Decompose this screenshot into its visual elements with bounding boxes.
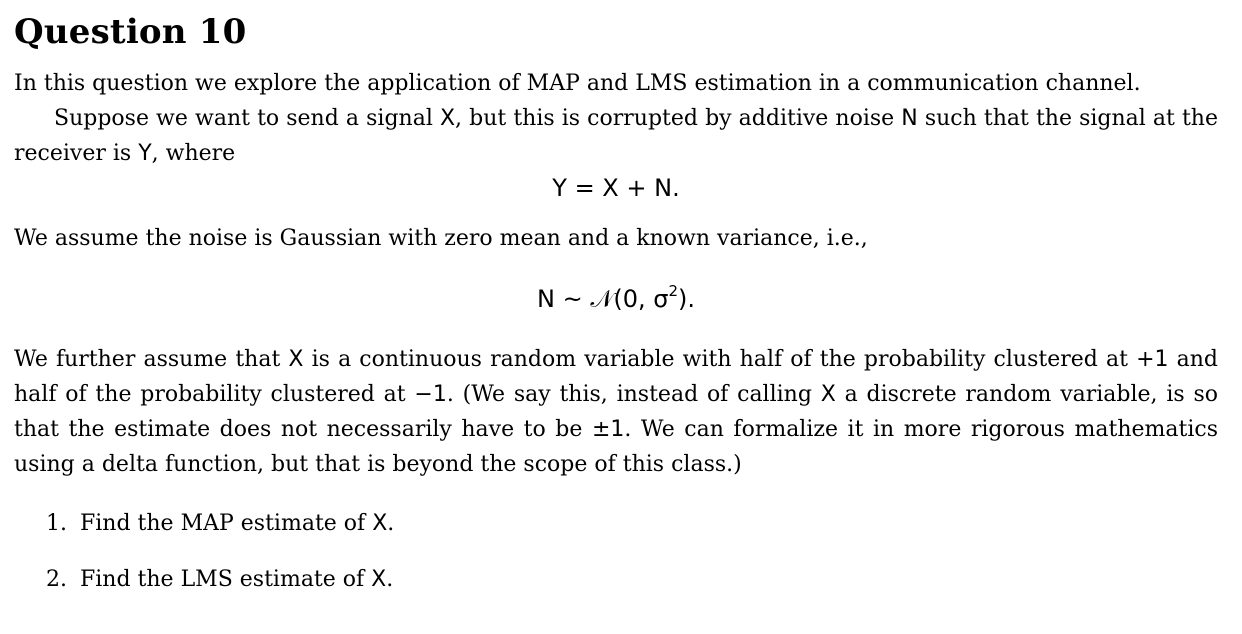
var-x: X (820, 382, 836, 407)
var-x: X (439, 106, 456, 131)
noise-distribution-left: N ~ 𝒩(0, σ (537, 285, 669, 313)
var-x: X (288, 347, 304, 372)
setup-text-1: Suppose we want to send a signal (54, 106, 440, 131)
item-text: Find the MAP estimate of (80, 511, 373, 536)
plus-minus-one: ±1 (591, 417, 625, 442)
item-number: 2. (46, 567, 67, 592)
prior-text-3: and half of the probability clustered at (14, 347, 1218, 407)
prior-text-2: is a continuous random variable with half of the probability clustered at (303, 347, 1137, 372)
list-item (46, 507, 394, 541)
intro-paragraph (14, 66, 1218, 101)
setup-text-3: such that the signal at the receiver is (14, 106, 1219, 166)
var-y: Y (138, 141, 152, 166)
prior-text-6: . We can formalize it in more rigorous mathematics using a delta function, but that is beyond the scope of this class.) (14, 417, 1218, 477)
prior-text-4: . (We say this, instead of calling (446, 382, 821, 407)
setup-text-2: , but this is corrupted by additive noise (455, 106, 902, 131)
setup-paragraph (14, 101, 1218, 171)
noise-assumption-text: We assume the noise is Gaussian with zero mean and a known variance, i.e., (14, 226, 868, 251)
prior-text-5: a discrete random variable, is so that the estimate does not necessarily have to be (14, 382, 1218, 442)
question-list (46, 507, 394, 597)
list-item (46, 563, 394, 597)
item-end: . (387, 511, 395, 536)
var-n: N (901, 106, 918, 131)
setup-text-4: , where (151, 141, 236, 166)
noise-distribution-right: ). (677, 285, 695, 313)
prior-text-1: We further assume that (14, 347, 289, 372)
item-text: Find the LMS estimate of (80, 567, 372, 592)
equation-noise-distribution (14, 282, 1218, 316)
var-x: X (372, 511, 388, 536)
variance-exponent: 2 (668, 282, 678, 300)
item-number: 1. (46, 511, 67, 536)
noise-assumption-paragraph (14, 221, 1218, 256)
prior-assumption-paragraph (14, 342, 1218, 482)
var-x: X (371, 567, 387, 592)
question-title: Question 10 (14, 12, 247, 52)
item-end: . (386, 567, 394, 592)
plus-one: +1 (1136, 347, 1169, 372)
intro-text: In this question we explore the application of MAP and LMS estimation in a communication channel. (14, 71, 1141, 96)
minus-one: −1 (414, 382, 447, 407)
equation-received-signal: Y = X + N. (552, 174, 680, 202)
